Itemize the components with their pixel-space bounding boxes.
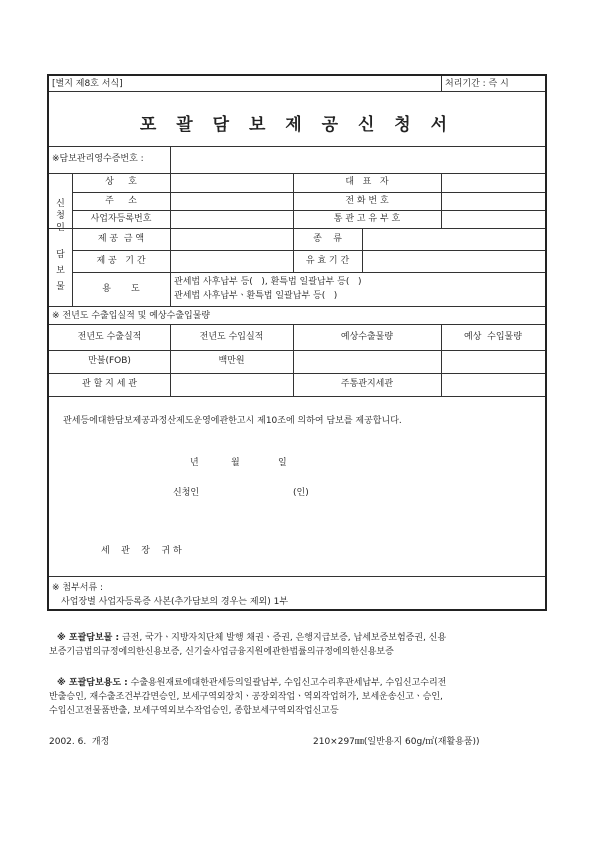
representative-label: 대 표 자 [345,177,389,187]
validity-field[interactable] [363,251,545,271]
note-collateral-types: ※ 포괄담보물 : 금전, 국가ㆍ지방자치단체 발행 채권ㆍ증권, 은행지급보증, 납세보증보험증권, 신용 [57,633,447,643]
expected-import-header: 예상 수입물량 [464,332,522,342]
date-month-label: 월 [231,458,240,468]
main-customs-label: 주통관지세관 [340,379,394,389]
phone-field[interactable] [442,193,545,209]
seal-mark: (인) [293,488,309,498]
amount-field[interactable] [171,229,292,249]
recipient-line: 세 관 장 귀 하 [101,546,182,556]
address-field[interactable] [171,193,292,209]
business-reg-no-label: 사업자등록번호 [90,214,152,224]
customs-office-label: 관 할 지 세 관 [82,379,137,389]
statement-text: 관세등에대한담보제공과정산제도운영에관한고시 제10조에 의하여 담보를 제공합니다. [63,416,402,426]
prev-export-header: 전년도 수출실적 [77,332,142,342]
customs-office-field[interactable] [171,374,292,395]
period-label: 제 공 기 간 [96,256,146,266]
note-collateral-types-cont: 보증기금법의규정에의한신용보증, 신기술사업금융지원에관한법률의규정에의한신용보증 [49,647,394,657]
paper-spec: 210×297㎜(일반용지 60g/㎡(재활용품)) [313,737,480,747]
application-form: [별지 제8호 서식] 처리기간 : 즉 시 포 괄 담 보 제 공 신 청 서 ※담보관리영수증번호 : 신 청 인 상 호 대 표 자 주 소 전 화 번 호 사업자등록번호 통 관 고 유 부 호 담 보 물 제 공 금 액 종 류 제 공 기 간 유 효 기 간 용 도 관세법 사후납부 등( ), 환특법 일괄납부 등( ) 관세법 사후납부ㆍ환특법 일괄납부 등( ) ※ 전년도 수출입실적 및 예상수출입물량 전년도 수출실적 전년도 수입실적 예상수출물량 예상 수입물량 만불(FOB) 백만원 관 할 지 세 관 주통관지세관 관세등에대한담보제공과정산제도운영에관한고시 제10조에 의하여 담보를 제공합니다. 년 월 일 신청인 (인) 세 관 장 귀 하 ※ 첨부서류 : 사업장별 사업자등록증 사본(추가담보의 경우는 제외) 1부 [47,74,547,611]
prev-import-header: 전년도 수입실적 [199,332,264,342]
customs-code-field[interactable] [442,211,545,227]
address-label: 주 소 [105,196,137,206]
amount-label: 제 공 금 액 [97,234,145,244]
note-collateral-usage-label: ※ 포괄담보용도 : [57,678,128,688]
applicant-sign-label: 신청인 [173,488,200,498]
usage-option-1[interactable]: 관세법 사후납부 등( ), 환특법 일괄납부 등( ) [174,277,362,287]
period-field[interactable] [171,251,292,271]
attachments-title: ※ 첨부서류 : [52,583,104,593]
revision-date: 2002. 6. 개정 [49,737,110,747]
form-number: [별지 제8호 서식] [52,79,123,89]
date-year-label: 년 [190,458,199,468]
export-unit: 만불(FOB) [88,356,131,366]
usage-label: 용 도 [102,284,140,294]
usage-option-2[interactable]: 관세법 사후납부ㆍ환특법 일괄납부 등( ) [174,291,338,301]
note-collateral-types-label: ※ 포괄담보물 : [57,633,120,643]
expected-import-field[interactable] [442,351,545,372]
customs-code-label: 통 관 고 유 부 호 [333,214,401,224]
kind-field[interactable] [363,229,545,249]
kind-label: 종 류 [313,234,342,244]
trade-name-label: 상 호 [105,177,137,187]
attachments-item: 사업장별 사업자등록증 사본(추가담보의 경우는 제외) 1부 [61,597,289,607]
processing-period: 처리기간 : 즉 시 [445,79,509,89]
note-collateral-usage: ※ 포괄담보용도 : 수출용원재료에대한관세등의일괄납부, 수입신고수리후관세납부, 수입신고수리전 [57,678,447,688]
form-title: 포 괄 담 보 제 공 신 청 서 [139,115,455,135]
import-unit: 백만원 [218,356,245,366]
main-customs-field[interactable] [442,374,545,395]
note-collateral-usage-cont-1: 반출승인, 재수출조건부감면승인, 보세구역외장치ㆍ공장외작업ㆍ역외작업허가, 보세운송신고ㆍ승인, [49,692,443,702]
expected-export-field[interactable] [294,351,440,372]
record-section-label: ※ 전년도 수출입실적 및 예상수출입물량 [52,311,211,321]
receipt-number-field[interactable] [171,147,545,173]
representative-field[interactable] [442,174,545,191]
business-reg-no-field[interactable] [171,211,292,227]
note-collateral-usage-cont-2: 수입신고전물품반출, 보세구역외보수작업승인, 종합보세구역외작업신고등 [49,706,339,716]
trade-name-field[interactable] [171,174,292,191]
receipt-number-label: ※담보관리영수증번호 : [52,154,144,164]
validity-label: 유 효 기 간 [305,256,350,266]
expected-export-header: 예상수출물량 [340,332,394,342]
phone-label: 전 화 번 호 [345,196,389,206]
date-day-label: 일 [278,458,287,468]
